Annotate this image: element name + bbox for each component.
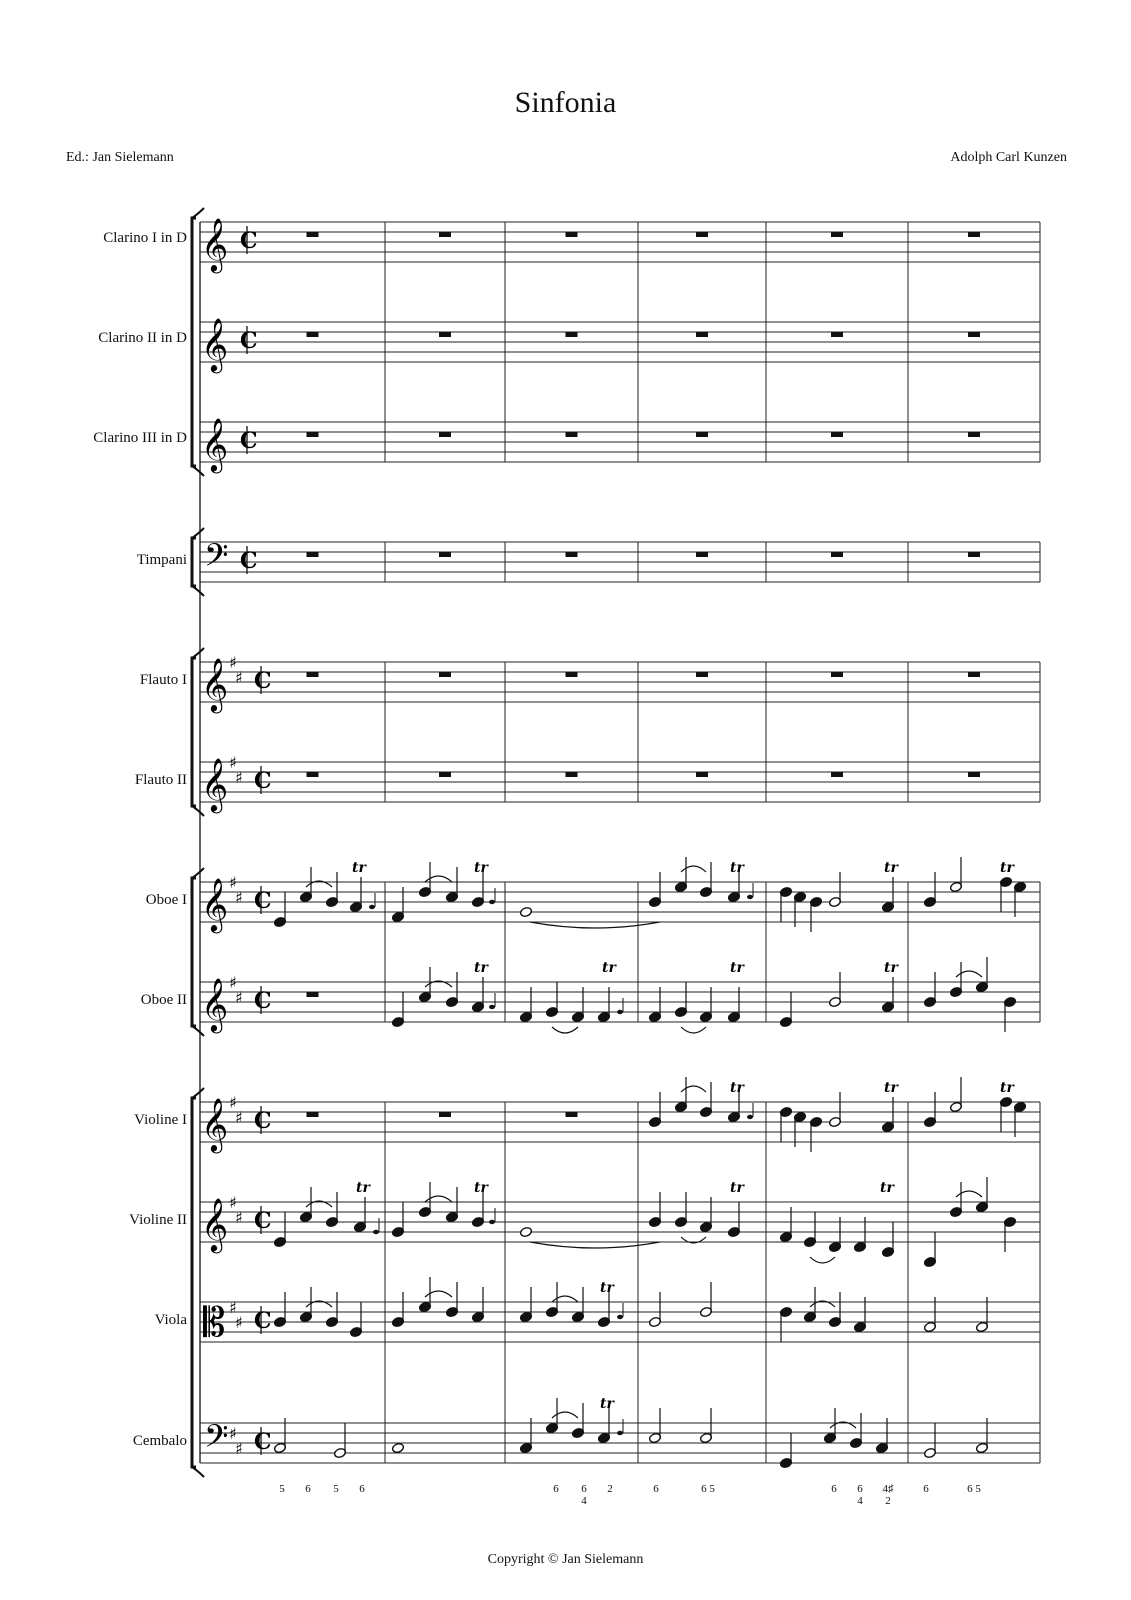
- treble-clef-icon: 𝄞: [201, 977, 229, 1031]
- common-time-icon: C: [240, 228, 258, 254]
- staff-7: [200, 882, 1040, 922]
- figured-bass-11: 6: [831, 1483, 837, 1495]
- staff-2: [200, 322, 1040, 362]
- grace-note: [747, 1115, 753, 1119]
- sharp-icon: ♯: [229, 873, 237, 892]
- treble-clef-icon: 𝄞: [201, 417, 229, 471]
- whole-rest: [307, 332, 319, 337]
- staff-10: [200, 1202, 1040, 1242]
- note: [949, 857, 962, 893]
- trill-icon: tr: [356, 1180, 370, 1196]
- note: [975, 1177, 988, 1213]
- trill-icon: tr: [352, 860, 366, 876]
- figured-bass-10: 6 5: [701, 1483, 715, 1495]
- common-time-icon: C: [240, 428, 258, 454]
- figured-bass-8: 2: [607, 1483, 613, 1495]
- whole-rest: [439, 1112, 451, 1117]
- staff-6: [200, 762, 1040, 802]
- note: [597, 1292, 610, 1328]
- whole-rest: [307, 672, 319, 677]
- grace-note: [747, 895, 753, 899]
- grace-note: [369, 905, 375, 909]
- slur: [425, 876, 452, 882]
- grace-note: [617, 1315, 623, 1319]
- trill-icon: tr: [1000, 1080, 1014, 1096]
- slur: [425, 1291, 452, 1297]
- note: [803, 1287, 816, 1323]
- note: [471, 1192, 484, 1228]
- figured-bass-1: 5: [279, 1483, 285, 1495]
- editor-credit: Ed.: Jan Sielemann: [66, 150, 174, 165]
- whole-rest: [968, 552, 980, 557]
- note: [545, 982, 558, 1018]
- sharp-icon: ♯: [229, 973, 237, 992]
- treble-clef-icon: 𝄞: [201, 877, 229, 931]
- whole-rest: [696, 552, 708, 557]
- trill-icon: tr: [730, 860, 744, 876]
- note: [674, 1077, 687, 1113]
- instrument-label-violine-2: Violine II: [129, 1212, 187, 1228]
- note: [418, 862, 431, 898]
- note: [923, 1232, 936, 1268]
- note: [849, 1413, 862, 1449]
- instrument-label-oboe-1: Oboe I: [145, 892, 187, 908]
- sharp-icon: ♯: [229, 1298, 237, 1317]
- trill-icon: tr: [730, 960, 744, 976]
- note: [949, 1077, 962, 1113]
- common-time-icon: C: [254, 1108, 272, 1134]
- figured-bass-3: 5: [333, 1483, 339, 1495]
- note: [699, 862, 712, 898]
- figured-bass-17: 6 5: [967, 1483, 981, 1495]
- note: [674, 982, 687, 1018]
- whole-rest: [831, 772, 843, 777]
- note: [299, 1287, 312, 1323]
- staff-12: [200, 1423, 1040, 1463]
- note: [648, 1292, 661, 1328]
- note: [923, 1423, 936, 1459]
- grace-note: [373, 1230, 379, 1234]
- instrument-label-cembalo: Cembalo: [132, 1433, 187, 1449]
- slur: [552, 1412, 578, 1418]
- figured-bass-14: 4♯: [882, 1483, 894, 1495]
- note: [699, 1282, 712, 1318]
- trill-icon: tr: [1000, 860, 1014, 876]
- treble-clef-icon: 𝄞: [201, 217, 229, 271]
- slur: [956, 971, 982, 977]
- note: [597, 1408, 610, 1444]
- whole-rest: [831, 672, 843, 677]
- instrument-label-clarino-2: Clarino II in D: [98, 330, 187, 346]
- trill-icon: tr: [884, 860, 898, 876]
- note: [923, 872, 936, 908]
- whole-rest: [439, 432, 451, 437]
- trill-icon: tr: [730, 1080, 744, 1096]
- staff-11: [200, 1302, 1040, 1342]
- staff-1: [200, 222, 1040, 262]
- whole-rest: [307, 232, 319, 237]
- note: [299, 1187, 312, 1223]
- slur: [530, 922, 660, 928]
- alto-clef-icon: 𝄡: [203, 1300, 226, 1346]
- whole-rest: [566, 332, 578, 337]
- whole-rest: [566, 1112, 578, 1117]
- staff-5: [200, 662, 1040, 702]
- whole-rest: [439, 232, 451, 237]
- staff-4: [200, 542, 1040, 582]
- common-time-icon: C: [240, 548, 258, 574]
- figured-bass-15: 2: [885, 1495, 891, 1507]
- note: [881, 1222, 894, 1258]
- note: [545, 1398, 558, 1434]
- note: [923, 972, 936, 1008]
- bracket-flauti: [192, 658, 196, 806]
- note: [699, 1408, 712, 1444]
- note: [923, 1092, 936, 1128]
- whole-rest: [968, 332, 980, 337]
- common-time-icon: C: [254, 1429, 272, 1455]
- slur: [681, 1027, 706, 1033]
- note: [1003, 996, 1016, 1032]
- note: [391, 1292, 404, 1328]
- whole-rest: [696, 672, 708, 677]
- instrument-label-violine-1: Violine I: [134, 1112, 187, 1128]
- note: [445, 1187, 458, 1223]
- note: [674, 857, 687, 893]
- whole-rest: [968, 772, 980, 777]
- staff-8: [200, 982, 1040, 1022]
- note: [418, 1277, 431, 1313]
- note: [273, 892, 286, 928]
- common-time-icon: C: [254, 988, 272, 1014]
- note: [519, 1287, 532, 1323]
- whole-rest: [307, 992, 319, 997]
- note: [949, 1182, 962, 1218]
- slur: [810, 1257, 835, 1263]
- note: [949, 962, 962, 998]
- bracket-timpani: [192, 538, 196, 586]
- grace-note: [489, 1220, 495, 1224]
- slur: [681, 866, 706, 872]
- whole-rest: [566, 772, 578, 777]
- copyright-notice: Copyright © Jan Sielemann: [487, 1552, 644, 1567]
- note: [779, 992, 792, 1028]
- whole-rest: [696, 232, 708, 237]
- bracket-strings: [192, 1098, 196, 1467]
- note: [803, 1212, 816, 1248]
- whole-rest: [566, 232, 578, 237]
- note: [519, 1226, 532, 1237]
- whole-rest: [566, 552, 578, 557]
- figured-bass-16: 6: [923, 1483, 929, 1495]
- trill-icon: tr: [884, 960, 898, 976]
- figured-bass-6: 6: [581, 1483, 587, 1495]
- note: [418, 1182, 431, 1218]
- sharp-icon: ♯: [235, 988, 243, 1007]
- treble-clef-icon: 𝄞: [201, 317, 229, 371]
- instrument-label-timpani: Timpani: [136, 552, 187, 568]
- whole-rest: [968, 432, 980, 437]
- note: [391, 992, 404, 1028]
- note: [674, 1192, 687, 1228]
- instrument-label-oboe-2: Oboe II: [140, 992, 187, 1008]
- page-title: Sinfonia: [514, 86, 617, 119]
- note: [445, 972, 458, 1008]
- trill-icon: tr: [602, 960, 616, 976]
- note: [648, 1192, 661, 1228]
- whole-rest: [439, 332, 451, 337]
- note: [823, 1408, 836, 1444]
- note: [828, 872, 841, 908]
- note: [325, 1192, 338, 1228]
- common-time-icon: C: [254, 1308, 272, 1334]
- note: [828, 1292, 841, 1328]
- figured-bass-2: 6: [305, 1483, 311, 1495]
- bass-clef-icon: 𝄢: [204, 1418, 229, 1462]
- slur: [681, 1086, 706, 1092]
- figured-bass-4: 6: [359, 1483, 365, 1495]
- grace-note: [489, 900, 495, 904]
- grace-note: [617, 1431, 623, 1435]
- note: [975, 957, 988, 993]
- note: [391, 1442, 404, 1453]
- common-time-icon: C: [240, 328, 258, 354]
- trill-icon: tr: [474, 960, 488, 976]
- note: [349, 1302, 362, 1338]
- sharp-icon: ♯: [235, 668, 243, 687]
- whole-rest: [307, 432, 319, 437]
- sharp-icon: ♯: [235, 1313, 243, 1332]
- slur: [956, 1191, 982, 1197]
- note: [519, 906, 532, 917]
- sharp-icon: ♯: [235, 768, 243, 787]
- trill-icon: tr: [600, 1396, 614, 1412]
- figured-bass-12: 6: [857, 1483, 863, 1495]
- sharp-icon: ♯: [229, 1193, 237, 1212]
- treble-clef-icon: 𝄞: [201, 1197, 229, 1251]
- sharp-icon: ♯: [235, 1208, 243, 1227]
- trill-icon: tr: [880, 1180, 894, 1196]
- note: [445, 1282, 458, 1318]
- sharp-icon: ♯: [229, 1424, 237, 1443]
- whole-rest: [831, 332, 843, 337]
- note: [809, 896, 822, 932]
- common-time-icon: C: [254, 888, 272, 914]
- staff-9: [200, 1102, 1040, 1142]
- whole-rest: [831, 552, 843, 557]
- trill-icon: tr: [474, 860, 488, 876]
- note: [699, 1082, 712, 1118]
- whole-rest: [439, 772, 451, 777]
- note: [828, 972, 841, 1008]
- note: [333, 1423, 346, 1459]
- whole-rest: [696, 432, 708, 437]
- trill-icon: tr: [884, 1080, 898, 1096]
- sharp-icon: ♯: [229, 1093, 237, 1112]
- instrument-label-viola: Viola: [154, 1312, 187, 1328]
- trill-icon: tr: [730, 1180, 744, 1196]
- slur: [530, 1242, 660, 1248]
- note: [571, 1287, 584, 1323]
- note: [545, 1282, 558, 1318]
- note: [325, 1292, 338, 1328]
- whole-rest: [566, 432, 578, 437]
- note: [299, 867, 312, 903]
- slur: [552, 1296, 578, 1302]
- whole-rest: [307, 552, 319, 557]
- instrument-label-clarino-3: Clarino III in D: [93, 430, 187, 446]
- note: [471, 872, 484, 908]
- note: [391, 1202, 404, 1238]
- grace-note: [617, 1010, 623, 1014]
- treble-clef-icon: 𝄞: [201, 1097, 229, 1151]
- figured-bass-13: 4: [857, 1495, 863, 1507]
- sharp-icon: ♯: [229, 753, 237, 772]
- sharp-icon: ♯: [235, 1108, 243, 1127]
- composer-credit: Adolph Carl Kunzen: [950, 150, 1067, 165]
- staff-3: [200, 422, 1040, 462]
- figured-bass-9: 6: [653, 1483, 659, 1495]
- note: [571, 1403, 584, 1439]
- whole-rest: [968, 672, 980, 677]
- common-time-icon: C: [254, 768, 272, 794]
- note: [779, 1106, 792, 1142]
- sharp-icon: ♯: [235, 1439, 243, 1458]
- whole-rest: [968, 232, 980, 237]
- slur: [425, 1196, 452, 1202]
- note: [779, 886, 792, 922]
- whole-rest: [439, 552, 451, 557]
- whole-rest: [831, 432, 843, 437]
- sharp-icon: ♯: [229, 653, 237, 672]
- treble-clef-icon: 𝄞: [201, 757, 229, 811]
- whole-rest: [566, 672, 578, 677]
- figured-bass-5: 6: [553, 1483, 559, 1495]
- note: [727, 1202, 740, 1238]
- note: [828, 1092, 841, 1128]
- note: [648, 1408, 661, 1444]
- note: [648, 872, 661, 908]
- trill-icon: tr: [474, 1180, 488, 1196]
- note: [1003, 1216, 1016, 1252]
- note: [999, 876, 1012, 912]
- slur: [552, 1027, 578, 1033]
- note: [418, 967, 431, 1003]
- note: [471, 1287, 484, 1323]
- whole-rest: [696, 332, 708, 337]
- note: [809, 1116, 822, 1152]
- grace-note: [489, 1005, 495, 1009]
- instrument-label-flauto-1: Flauto I: [139, 672, 187, 688]
- note: [779, 1306, 792, 1342]
- bracket-clarini: [192, 218, 196, 466]
- note: [445, 867, 458, 903]
- note: [999, 1096, 1012, 1132]
- note: [779, 1433, 792, 1469]
- whole-rest: [831, 232, 843, 237]
- treble-clef-icon: 𝄞: [201, 657, 229, 711]
- note: [648, 1092, 661, 1128]
- common-time-icon: C: [254, 668, 272, 694]
- sharp-icon: ♯: [235, 888, 243, 907]
- whole-rest: [439, 672, 451, 677]
- figured-bass-7: 4: [581, 1495, 587, 1507]
- trill-icon: tr: [600, 1280, 614, 1296]
- bracket-oboi: [192, 878, 196, 1026]
- bass-clef-icon: 𝄢: [204, 537, 229, 581]
- common-time-icon: C: [254, 1208, 272, 1234]
- note: [325, 872, 338, 908]
- note: [273, 1292, 286, 1328]
- whole-rest: [307, 772, 319, 777]
- whole-rest: [307, 1112, 319, 1117]
- instrument-label-flauto-2: Flauto II: [134, 772, 187, 788]
- instrument-label-clarino-1: Clarino I in D: [103, 230, 187, 246]
- note: [273, 1212, 286, 1248]
- whole-rest: [696, 772, 708, 777]
